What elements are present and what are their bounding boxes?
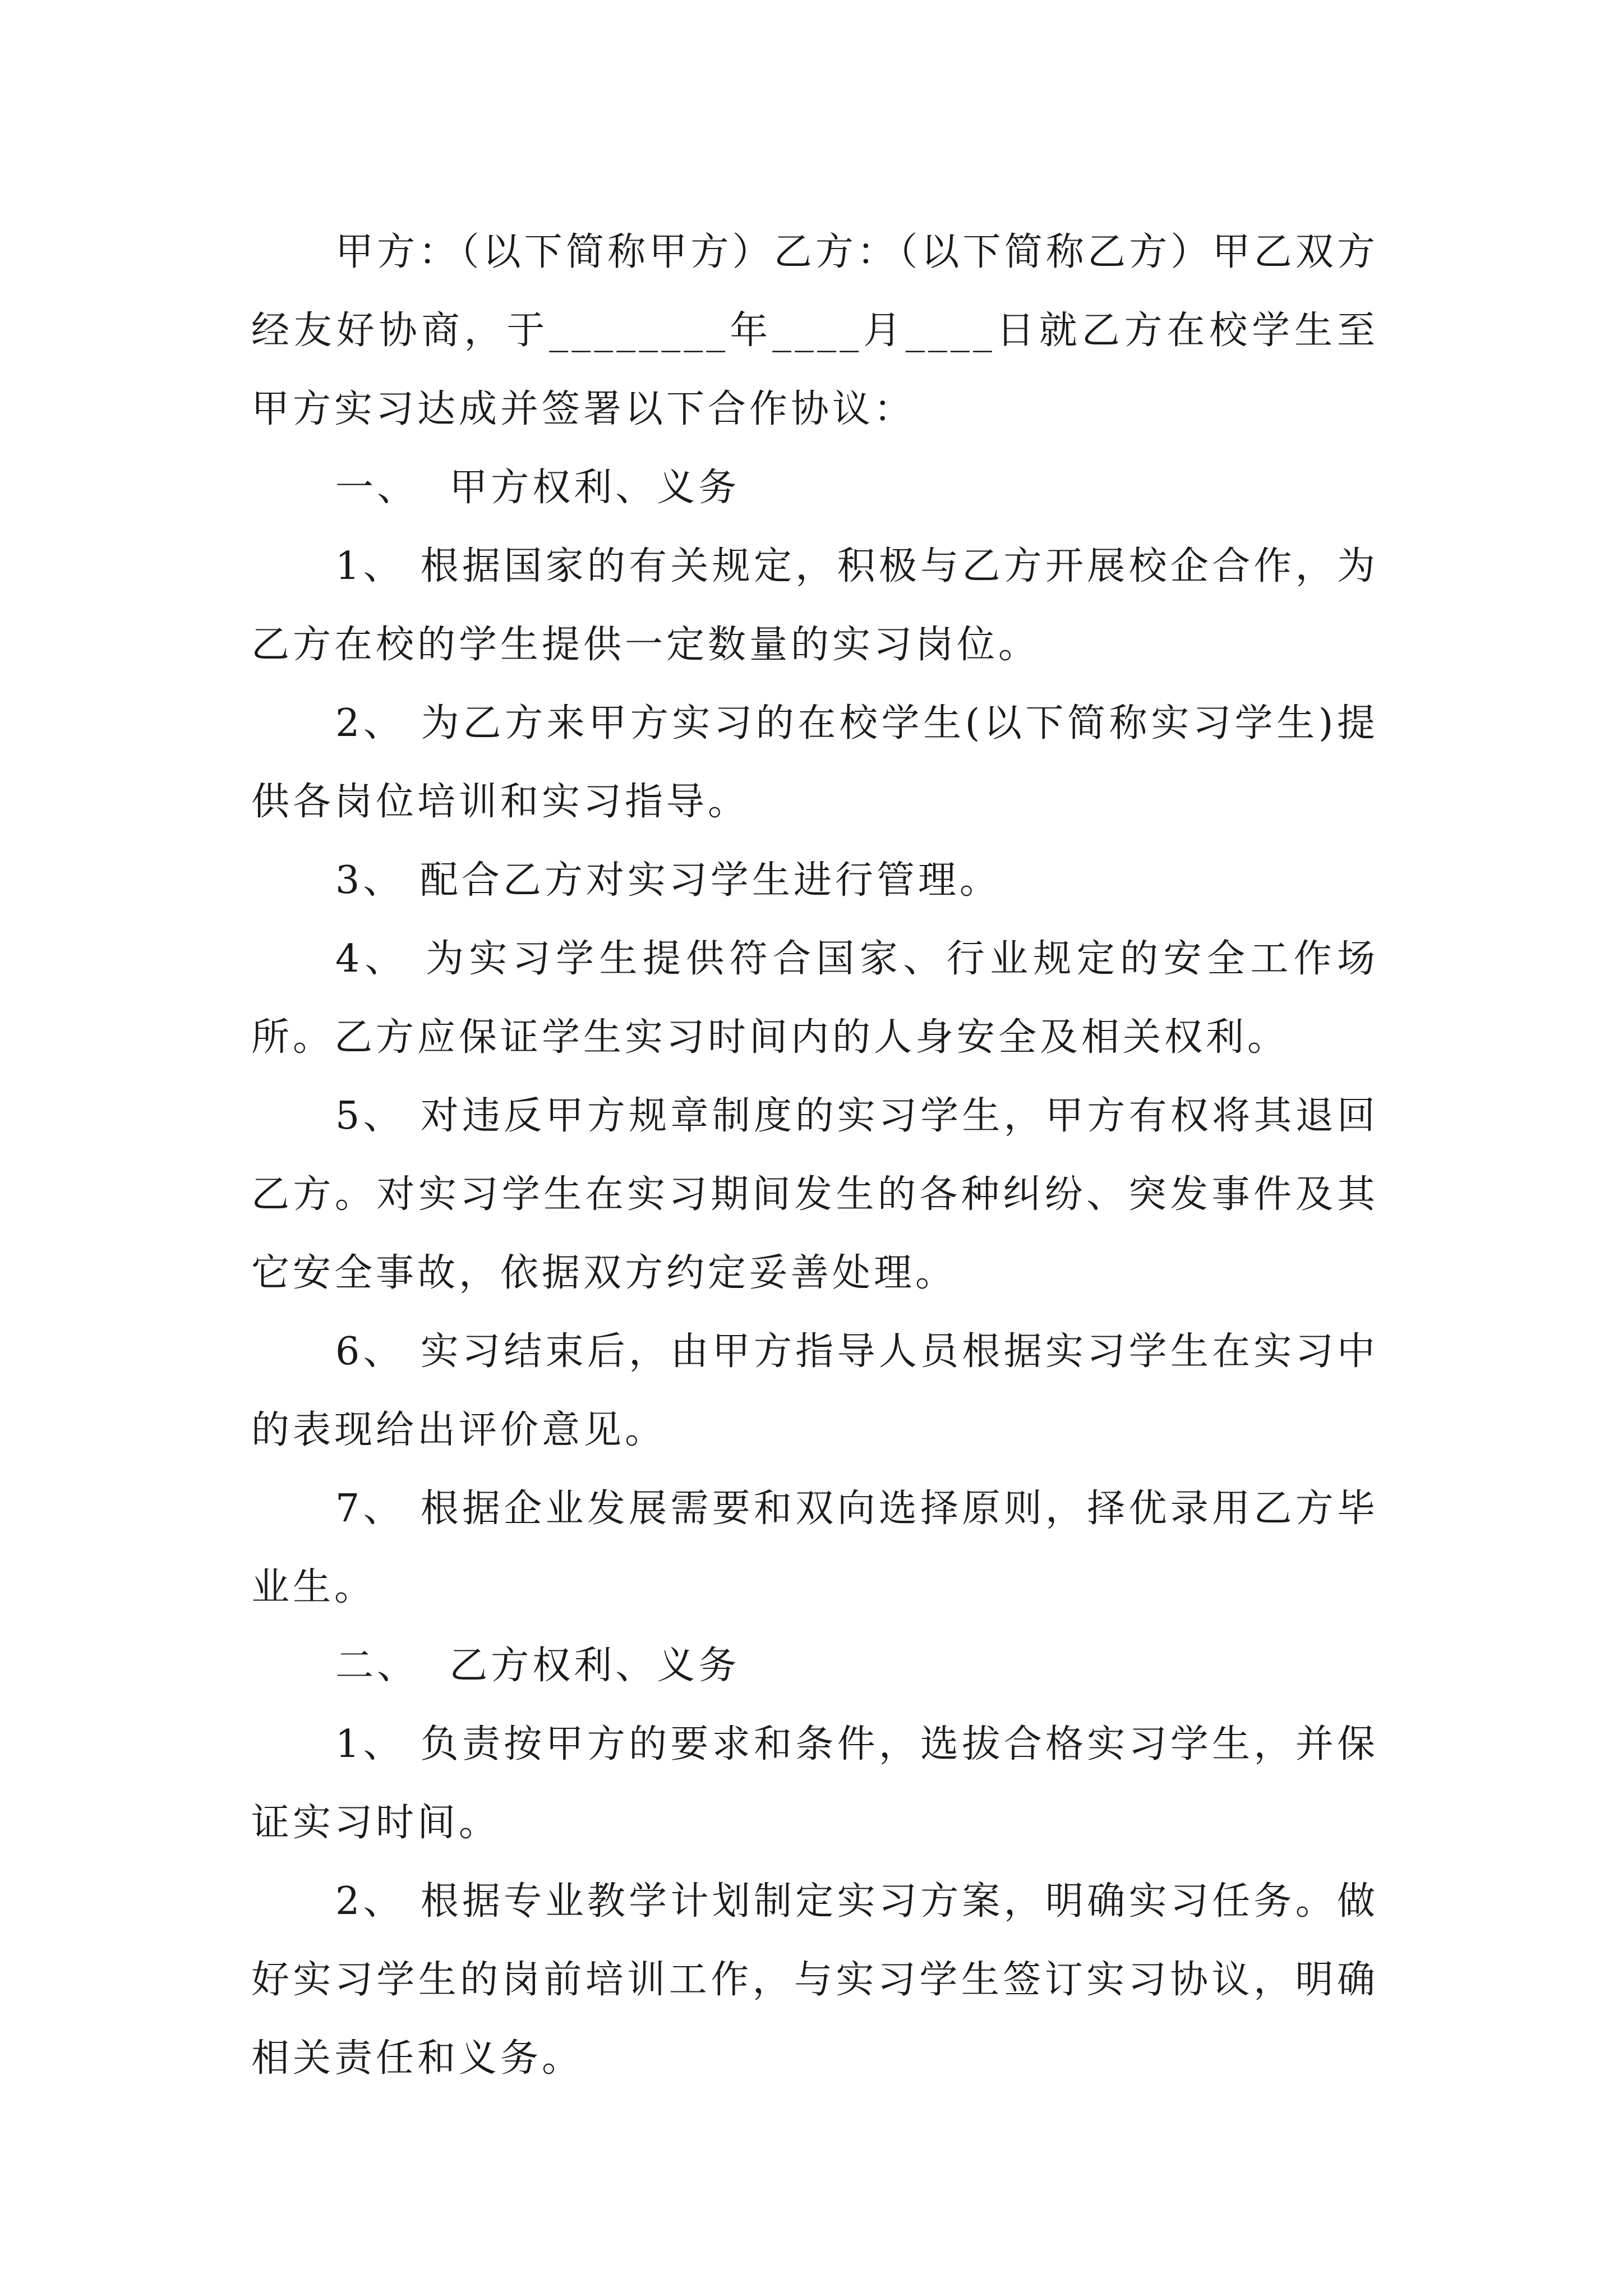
section-1-item-4: 4、 为实习学生提供符合国家、行业规定的安全工作场所。乙方应保证学生实习时间内的人身安全及相关权利。 <box>251 937 1378 1060</box>
document-body <box>251 213 1378 2098</box>
section-1-item-2: 2、 为乙方来甲方实习的在校学生(以下简称实习学生)提供各岗位培训和实习指导。 <box>251 701 1378 824</box>
section-1-item-5: 5、 对违反甲方规章制度的实习学生，甲方有权将其退回乙方。对实习学生在实习期间发生的各种纠纷、突发事件及其它安全事故，依据双方约定妥善处理。 <box>251 1094 1378 1295</box>
section-1-item-3: 3、 配合乙方对实习学生进行管理。 <box>335 858 1001 903</box>
section-1-item-7: 7、 根据企业发展需要和双向选择原则，择优录用乙方毕业生。 <box>251 1487 1378 1609</box>
section-2-item-2: 2、 根据专业教学计划制定实习方案，明确实习任务。做好实习学生的岗前培训工作，与实习学生签订实习协议，明确相关责任和义务。 <box>251 1879 1378 2081</box>
intro-paragraph: 甲方：（以下简称甲方）乙方：（以下简称乙方）甲乙双方经友好协商，于________年____月____日就乙方在校学生至甲方实习达成并签署以下合作协议： <box>251 230 1378 431</box>
section-2-item-1: 1、 负责按甲方的要求和条件，选拔合格实习学生，并保证实习时间。 <box>251 1722 1378 1845</box>
section-1-item-6: 6、 实习结束后，由甲方指导人员根据实习学生在实习中的表现给出评价意见。 <box>251 1329 1378 1452</box>
section-2-heading: 二、 乙方权利、义务 <box>335 1644 740 1688</box>
section-1-heading: 一、 甲方权利、义务 <box>335 466 740 510</box>
section-1-item-1: 1、 根据国家的有关规定，积极与乙方开展校企合作，为乙方在校的学生提供一定数量的实习岗位。 <box>251 544 1378 667</box>
